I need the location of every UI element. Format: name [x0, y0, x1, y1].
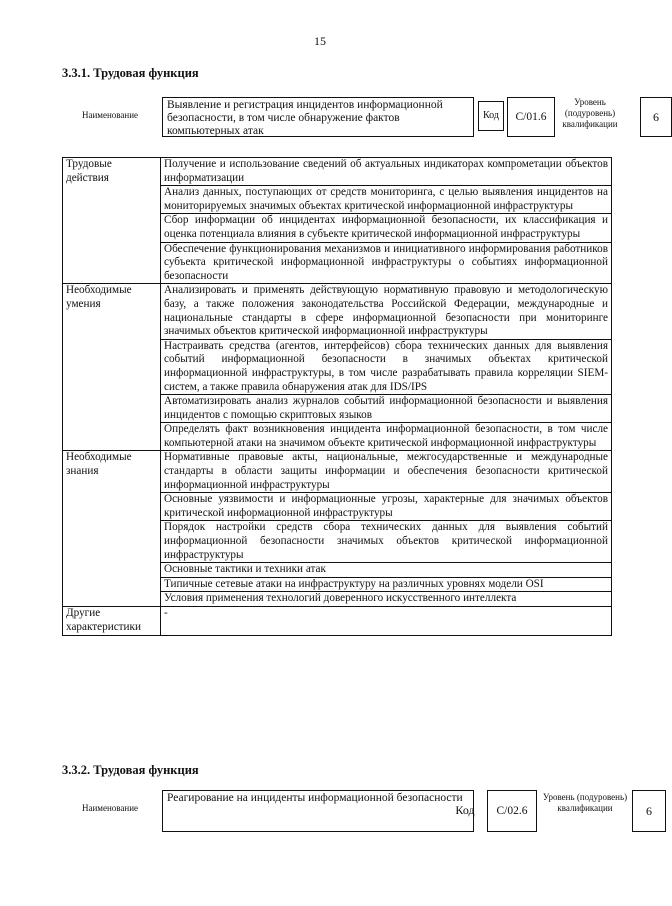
list-item: Основные тактики и техники атак [161, 563, 612, 578]
table-row [63, 284, 612, 339]
table-row [63, 451, 612, 493]
list-item: Основные уязвимости и информационные угрозы, характерные для значимых объектов критической информационной инфраструктуры [161, 493, 612, 521]
function-name-box: Выявление и регистрация инцидентов информационной безопасности, в том числе обнаружение фактов компьютерных атак [162, 97, 474, 137]
list-item: Условия применения технологий доверенного искусственного интеллекта [161, 592, 612, 607]
list-item: Нормативные правовые акты, национальные, межгосударственные и международные стандарты в области защиты информации и обеспечения безопасности критической информационной инфраструктуры [161, 451, 612, 493]
row-category-required-knowledge: Необходимые знания [63, 451, 161, 607]
name-label: Наименование [81, 803, 139, 813]
list-item: Анализ данных, поступающих от средств мониторинга, с целью выявления инцидентов на мониторируемых значимых объектах критической информационной инфраструктуры [161, 186, 612, 214]
function-name-box: Реагирование на инциденты информационной безопасности [162, 790, 474, 832]
list-item: Обеспечение функционирования механизмов и инициативного информирования работников субъекта критической информационной инфраструктуры о событиях информационной безопасности [161, 242, 612, 284]
name-label: Наименование [81, 110, 139, 120]
list-item: Получение и использование сведений об актуальных индикаторах компрометации объектов информатизации [161, 158, 612, 186]
section-title-3-3-2: 3.3.2. Трудовая функция [62, 763, 199, 777]
qualification-level-label: Уровень (подуровень) квалификации [542, 792, 628, 813]
list-item: Типичные сетевые атаки на инфраструктуру на различных уровнях модели OSI [161, 577, 612, 592]
page-number: 15 [314, 34, 326, 48]
qualification-level-label: Уровень (подуровень) квалификации [562, 97, 618, 129]
function-header-3-3-2 [62, 790, 652, 832]
function-code-box: C/01.6 [507, 97, 555, 137]
list-item: Определять факт возникновения инцидента информационной безопасности, в том числе компьютерной атаки на значимом объекте критической информационной инфраструктуры [161, 423, 612, 451]
row-category-other-characteristics: Другие характеристики [63, 607, 161, 636]
table-row [63, 158, 612, 186]
list-item: Сбор информации об инцидентах информационной безопасности, их классификация и оценка потенциала влияния в субъекте критической информационной инфраструктуры [161, 214, 612, 242]
qualification-level-box: 6 [640, 97, 672, 137]
row-category-labor-actions: Трудовые действия [63, 158, 161, 284]
code-label: Код [455, 803, 475, 817]
code-label: Код [478, 101, 504, 131]
function-header-3-3-1 [62, 97, 659, 137]
list-item: Порядок настройки средств сбора технических данных для выявления событий информационной безопасности значимых объектов критической информационной инфраструктуры [161, 521, 612, 563]
list-item: Настраивать средства (агентов, интерфейсов) сбора технических данных для выявления событий информационной безопасности в значимых объектах критической информационной инфраструктуры, в том числе разрабатывать правила корреляции SIEM-систем, а также правила обнаружения атак для IDS/IPS [161, 339, 612, 394]
list-item: Автоматизировать анализ журналов событий информационной безопасности и выявления инцидентов с помощью скриптовых языков [161, 395, 612, 423]
table-row [63, 607, 612, 636]
function-code-box: C/02.6 [487, 790, 537, 832]
qualification-level-box: 6 [632, 790, 666, 832]
list-item: - [161, 607, 612, 636]
list-item: Анализировать и применять действующую нормативную правовую и методологическую базу, а также положения законодательства Российской Федерации, международные и национальные стандарты в сфере информационной безопасности при мониторинге значимых объектов критической информационной инфраструктуры [161, 284, 612, 339]
section-title-3-3-1: 3.3.1. Трудовая функция [62, 66, 199, 80]
row-category-required-skills: Необходимые умения [63, 284, 161, 451]
function-details-table [62, 157, 612, 636]
